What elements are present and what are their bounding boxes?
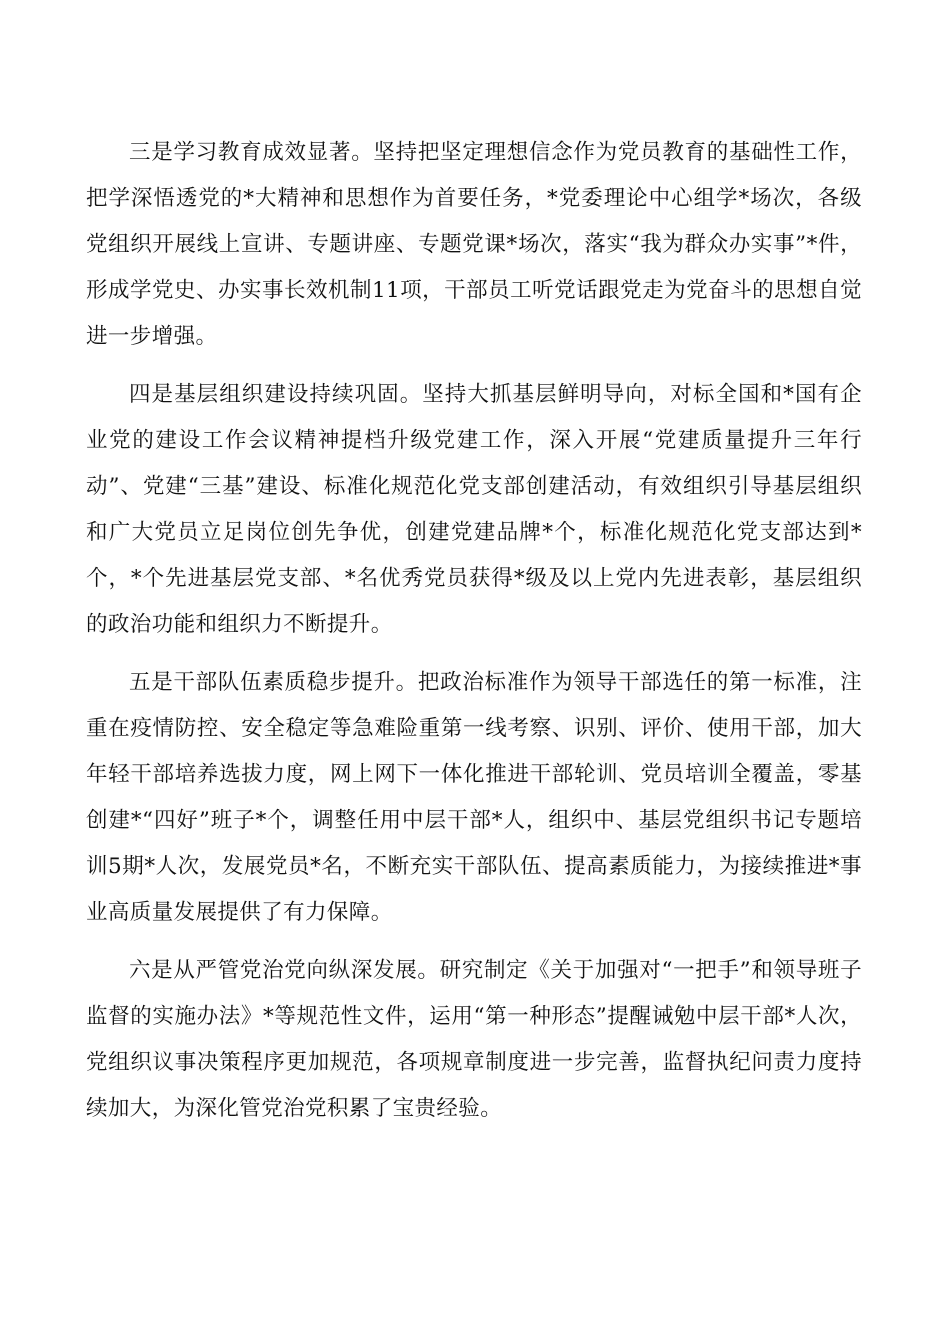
document-body xyxy=(86,130,862,1144)
paragraph-party-governance: 六是从严管党治党向纵深发展。研究制定《关于加强对“一把手”和领导班子监督的实施办法》*等规范性文件，运用“第一种形态”提醒诫勉中层干部*人次，党组织议事决策程序更加规范，各项规章制度进一步完善，监督执纪问责力度持续加大，为深化管党治党积累了宝贵经验。 xyxy=(86,958,862,1121)
paragraph-grassroots-organization: 四是基层组织建设持续巩固。坚持大抓基层鲜明导向，对标全国和*国有企业党的建设工作会议精神提档升级党建工作，深入开展“党建质量提升三年行动”、党建“三基”建设、标准化规范化党支部创建活动，有效组织引导基层组织和广大党员立足岗位创先争优，创建党建品牌*个，标准化规范化党支部达到*个，*个先进基层党支部、*名优秀党员获得*级及以上党内先进表彰，基层组织的政治功能和组织力不断提升。 xyxy=(86,382,862,637)
paragraph-cadre-team: 五是干部队伍素质稳步提升。把政治标准作为领导干部选任的第一标准，注重在疫情防控、安全稳定等急难险重第一线考察、识别、评价、使用干部，加大年轻干部培养选拔力度，网上网下一体化推进干部轮训、党员培训全覆盖，零基创建*“四好”班子*个，调整任用中层干部*人，组织中、基层党组织书记专题培训5期*人次，发展党员*名，不断充实干部队伍、提高素质能力，为接续推进*事业高质量发展提供了有力保障。 xyxy=(86,670,862,925)
paragraph-learning-education: 三是学习教育成效显著。坚持把坚定理想信念作为党员教育的基础性工作，把学深悟透党的*大精神和思想作为首要任务，*党委理论中心组学*场次，各级党组织开展线上宣讲、专题讲座、专题党课*场次，落实“我为群众办实事”*件，形成学党史、办实事长效机制11项，干部员工听党话跟党走为党奋斗的思想自觉进一步增强。 xyxy=(86,140,862,349)
